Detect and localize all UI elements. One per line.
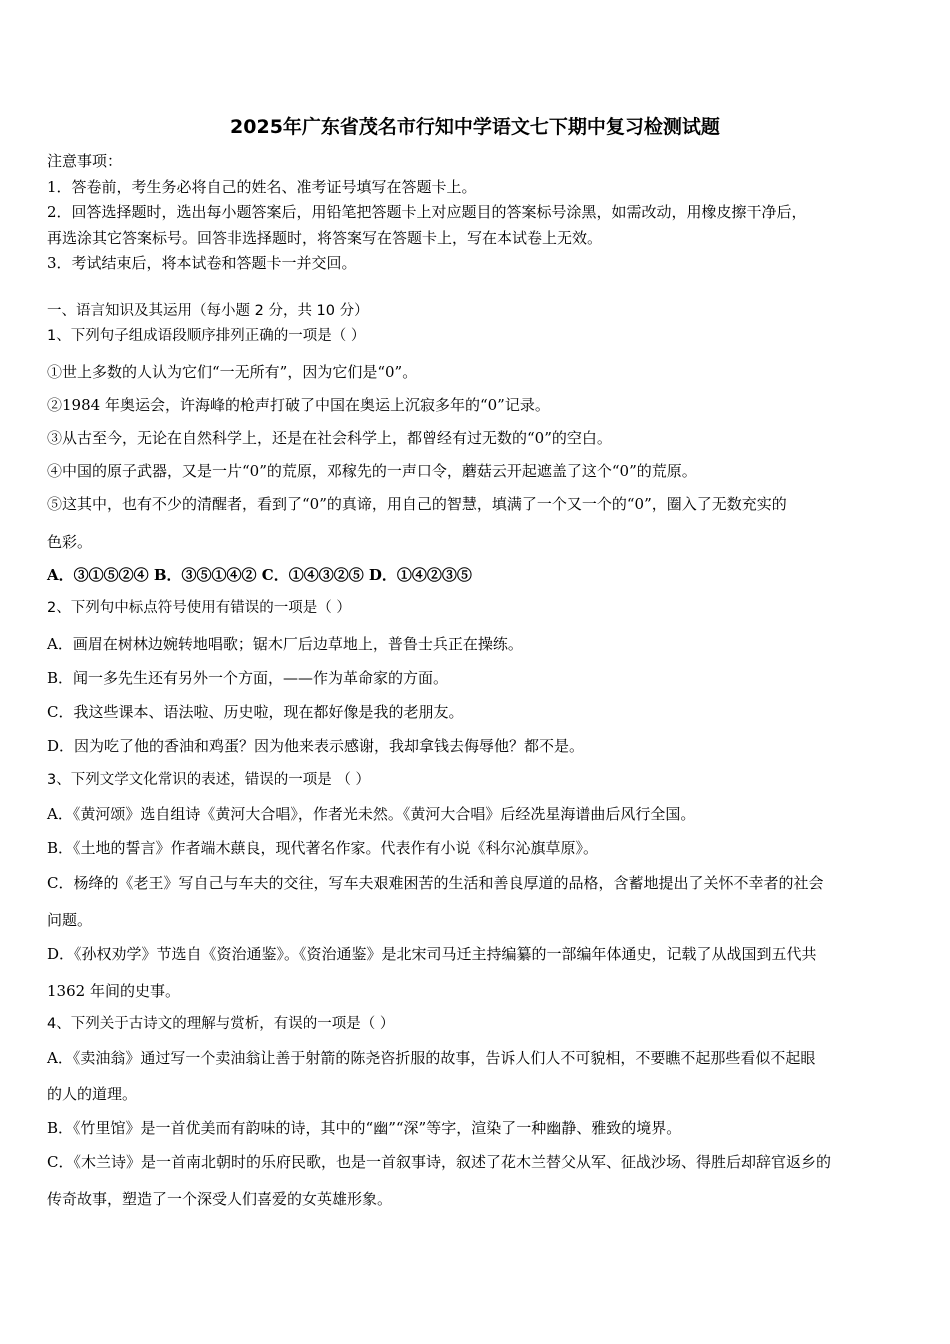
notice-item-2-cont: 再选涂其它答案标号。回答非选择题时，将答案写在答题卡上，写在本试卷上无效。 xyxy=(47,229,603,247)
question-1-sentence-2: ②1984 年奥运会，许海峰的枪声打破了中国在奥运上沉寂多年的“0”记录。 xyxy=(47,396,550,414)
question-3-option-d: D．《孙权劝学》节选自《资治通鉴》。《资治通鉴》是北宋司马迁主持编纂的一部编年体通史，记载了从战国到五代共 xyxy=(47,945,817,963)
question-3-option-b: B．《土地的誓言》作者端木蕻良，现代著名作家。代表作有小说《科尔沁旗草原》。 xyxy=(47,839,599,857)
question-1-sentence-1: ①世上多数的人认为它们“一无所有”，因为它们是“0”。 xyxy=(47,363,418,381)
question-3-option-c-cont: 问题。 xyxy=(47,911,93,929)
question-1-sentence-4: ④中国的原子武器，又是一片“0”的荒原，邓稼先的一声口令，蘑菇云开起遮盖了这个“0”的荒原。 xyxy=(47,462,697,480)
question-4-option-b: B．《竹里馆》是一首优美而有韵味的诗，其中的“幽”“深”等字，渲染了一种幽静、雅致的境界。 xyxy=(47,1119,682,1137)
question-2-option-d: D．因为吃了他的香油和鸡蛋？因为他来表示感谢，我却拿钱去侮辱他？都不是。 xyxy=(47,737,585,755)
question-4-option-a: A．《卖油翁》通过写一个卖油翁让善于射箭的陈尧咨折服的故事，告诉人们人不可貌相，不要瞧不起那些看似不起眼 xyxy=(47,1049,816,1067)
question-3-stem: 3、下列文学文化常识的表述，错误的一项是 （ ） xyxy=(47,772,370,788)
question-1-options: A．③①⑤②④ B．③⑤①④② C．①④③②⑤ D．①④②③⑤ xyxy=(47,566,472,584)
notice-item-3: 3．考试结束后，将本试卷和答题卡一并交回。 xyxy=(47,254,357,272)
question-4-stem: 4、下列关于古诗文的理解与赏析，有误的一项是（ ） xyxy=(47,1016,395,1032)
notice-item-1: 1．答卷前，考生务必将自己的姓名、准考证号填写在答题卡上。 xyxy=(47,178,477,196)
question-1-sentence-3: ③从古至今，无论在自然科学上，还是在社会科学上，都曾经有过无数的“0”的空白。 xyxy=(47,429,612,447)
question-1-stem: 1、下列句子组成语段顺序排列正确的一项是（ ） xyxy=(47,328,366,344)
question-1-sentence-5: ⑤这其中，也有不少的清醒者，看到了“0”的真谛，用自己的智慧，填满了一个又一个的“0”，圈入了无数充实的 xyxy=(47,495,787,513)
question-1-sentence-5-cont: 色彩。 xyxy=(47,533,93,551)
page-title: 2025年广东省茂名市行知中学语文七下期中复习检测试题 xyxy=(230,116,720,138)
question-4-option-a-cont: 的人的道理。 xyxy=(47,1085,138,1103)
question-2-option-c: C．我这些课本、语法啦、历史啦，现在都好像是我的老朋友。 xyxy=(47,703,464,721)
notice-heading: 注意事项： xyxy=(47,152,123,170)
section-heading-1: 一、语言知识及其运用（每小题 2 分，共 10 分） xyxy=(47,303,369,319)
question-2-option-a: A．画眉在树林边婉转地唱歌；锯木厂后边草地上，普鲁士兵正在操练。 xyxy=(47,635,523,653)
notice-item-2: 2．回答选择题时，选出每小题答案后，用铅笔把答题卡上对应题目的答案标号涂黑，如需改动，用橡皮擦干净后， xyxy=(47,203,807,221)
question-4-option-c: C．《木兰诗》是一首南北朝时的乐府民歌，也是一首叙事诗，叙述了花木兰替父从军、征战沙场、得胜后却辞官返乡的 xyxy=(47,1153,831,1171)
question-2-option-b: B．闻一多先生还有另外一个方面，——作为革命家的方面。 xyxy=(47,669,449,687)
question-3-option-a: A．《黄河颂》选自组诗《黄河大合唱》，作者光未然。《黄河大合唱》后经冼星海谱曲后风行全国。 xyxy=(47,805,696,823)
question-3-option-d-cont: 1362 年间的史事。 xyxy=(47,982,180,1000)
question-4-option-c-cont: 传奇故事，塑造了一个深受人们喜爱的女英雄形象。 xyxy=(47,1190,393,1208)
question-3-option-c: C．杨绛的《老王》写自己与车夫的交往，写车夫艰难困苦的生活和善良厚道的品格，含蓄地提出了关怀不幸者的社会 xyxy=(47,874,824,892)
question-2-stem: 2、下列句中标点符号使用有错误的一项是（ ） xyxy=(47,600,351,616)
